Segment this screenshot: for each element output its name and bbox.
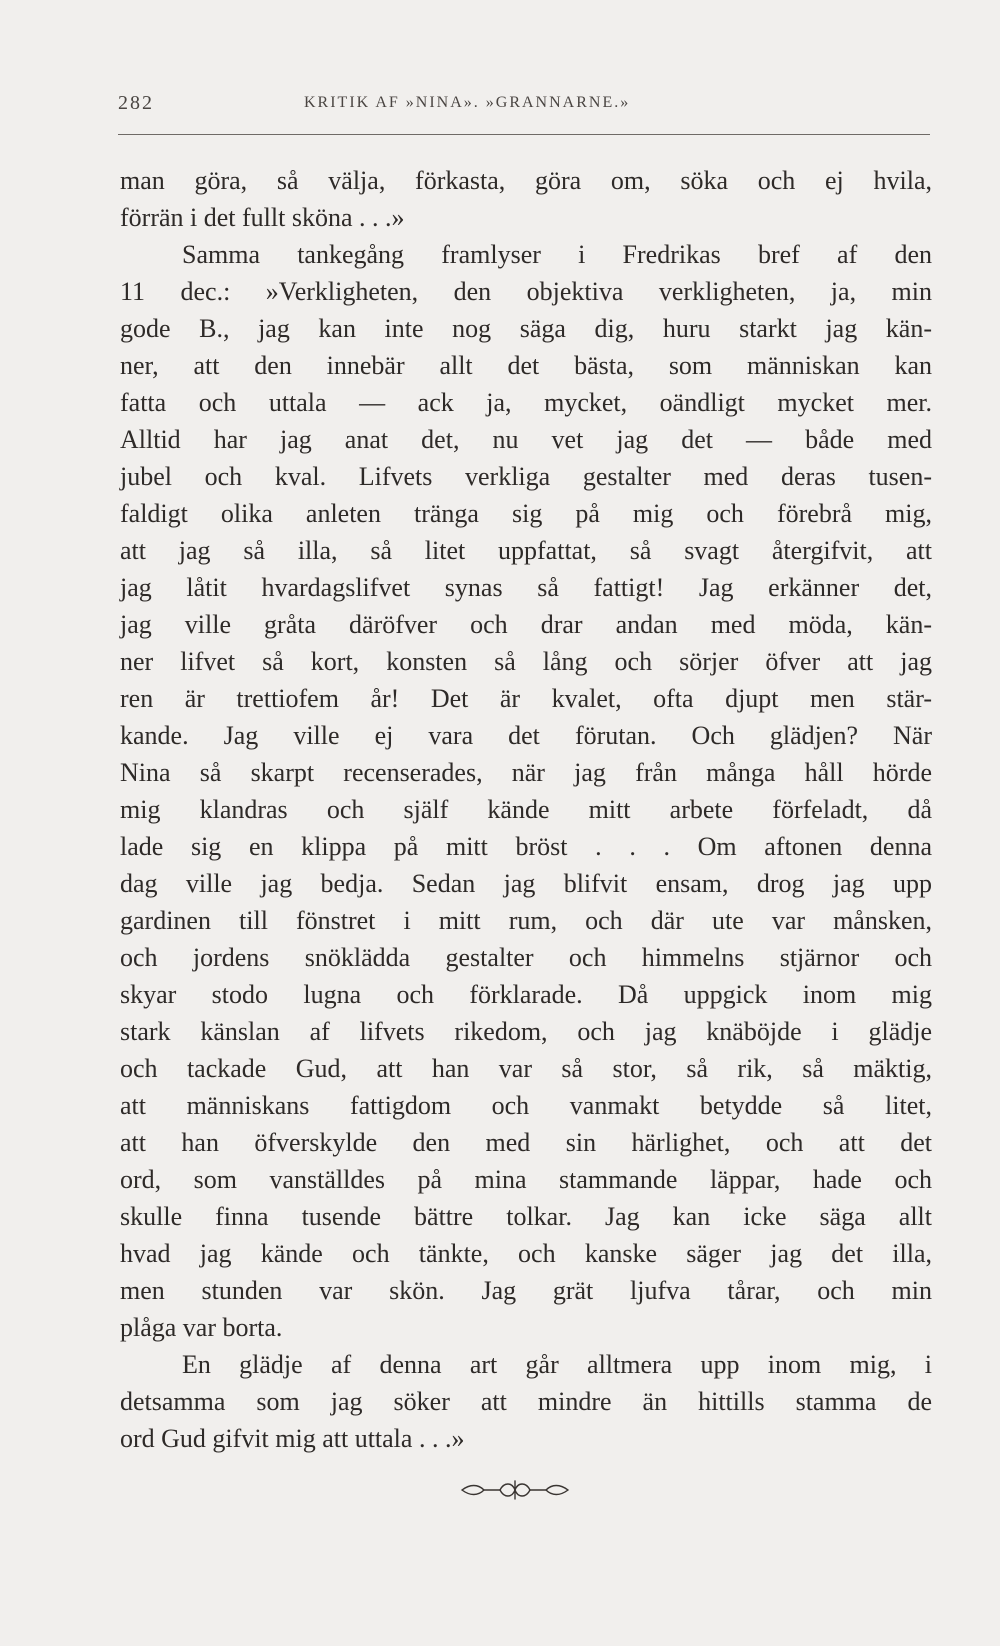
text-line: stark känslan af lifvets rikedom, och jag knäböjde i glädje [120, 1017, 932, 1046]
text-line: man göra, så välja, förkasta, göra om, söka och ej hvila, [120, 166, 932, 195]
header-rule [118, 134, 930, 135]
text-line: förrän i det fullt sköna . . .» [120, 203, 405, 232]
text-line: ren är trettiofem år! Det är kvalet, ofta djupt men stär- [120, 684, 932, 713]
text-line: faldigt olika anleten tränga sig på mig och förebrå mig, [120, 499, 932, 528]
text-line: att människans fattigdom och vanmakt betydde så litet, [120, 1091, 932, 1120]
text-line: 11 dec.: »Verkligheten, den objektiva verkligheten, ja, min [120, 277, 932, 306]
text-line: men stunden var skön. Jag grät ljufva tårar, och min [120, 1276, 932, 1305]
text-line: hvad jag kände och tänkte, och kanske säger jag det illa, [120, 1239, 932, 1268]
running-head: KRITIK AF »NINA». »GRANNARNE.» [304, 94, 631, 111]
decorative-fleuron-icon [460, 1478, 570, 1502]
text-line: ner, att den innebär allt det bästa, som människan kan [120, 351, 932, 380]
text-line: gardinen till fönstret i mitt rum, och där ute var månsken, [120, 906, 932, 935]
text-line: jag låtit hvardagslifvet synas så fattigt! Jag erkänner det, [120, 573, 932, 602]
text-line: detsamma som jag söker att mindre än hittills stamma de [120, 1387, 932, 1416]
page-header [118, 88, 930, 122]
text-line: dag ville jag bedja. Sedan jag blifvit ensam, drog jag upp [120, 869, 932, 898]
text-line: skyar stodo lugna och förklarade. Då uppgick inom mig [120, 980, 932, 1009]
text-line: fatta och uttala — ack ja, mycket, oändligt mycket mer. [120, 388, 932, 417]
page-number: 282 [118, 92, 154, 114]
text-line: lade sig en klippa på mitt bröst . . . Om aftonen denna [120, 832, 932, 861]
text-line: att jag så illa, så litet uppfattat, så svagt återgifvit, att [120, 536, 932, 565]
text-line: En glädje af denna art går alltmera upp inom mig, i [182, 1350, 932, 1379]
text-line: ner lifvet så kort, konsten så lång och sörjer öfver att jag [120, 647, 932, 676]
text-line: kande. Jag ville ej vara det förutan. Och glädjen? När [120, 721, 932, 750]
body-text [120, 162, 932, 1457]
text-line: Nina så skarpt recenserades, när jag från många håll hörde [120, 758, 932, 787]
text-line: och jordens snöklädda gestalter och himmelns stjärnor och [120, 943, 932, 972]
text-line: jubel och kval. Lifvets verkliga gestalter med deras tusen- [120, 462, 932, 491]
text-line: ord Gud gifvit mig att uttala . . .» [120, 1424, 465, 1453]
text-line: jag ville gråta däröfver och drar andan med möda, kän- [120, 610, 932, 639]
text-line: att han öfverskylde den med sin härlighet, och att det [120, 1128, 932, 1157]
text-line: ord, som vanställdes på mina stammande läppar, hade och [120, 1165, 932, 1194]
text-line: Samma tankegång framlyser i Fredrikas bref af den [182, 240, 932, 269]
text-line: och tackade Gud, att han var så stor, så rik, så mäktig, [120, 1054, 932, 1083]
text-line: gode B., jag kan inte nog säga dig, huru starkt jag kän- [120, 314, 932, 343]
text-line: plåga var borta. [120, 1313, 283, 1342]
text-line: mig klandras och själf kände mitt arbete förfeladt, då [120, 795, 932, 824]
text-line: skulle finna tusende bättre tolkar. Jag kan icke säga allt [120, 1202, 932, 1231]
text-line: Alltid har jag anat det, nu vet jag det — både med [120, 425, 932, 454]
